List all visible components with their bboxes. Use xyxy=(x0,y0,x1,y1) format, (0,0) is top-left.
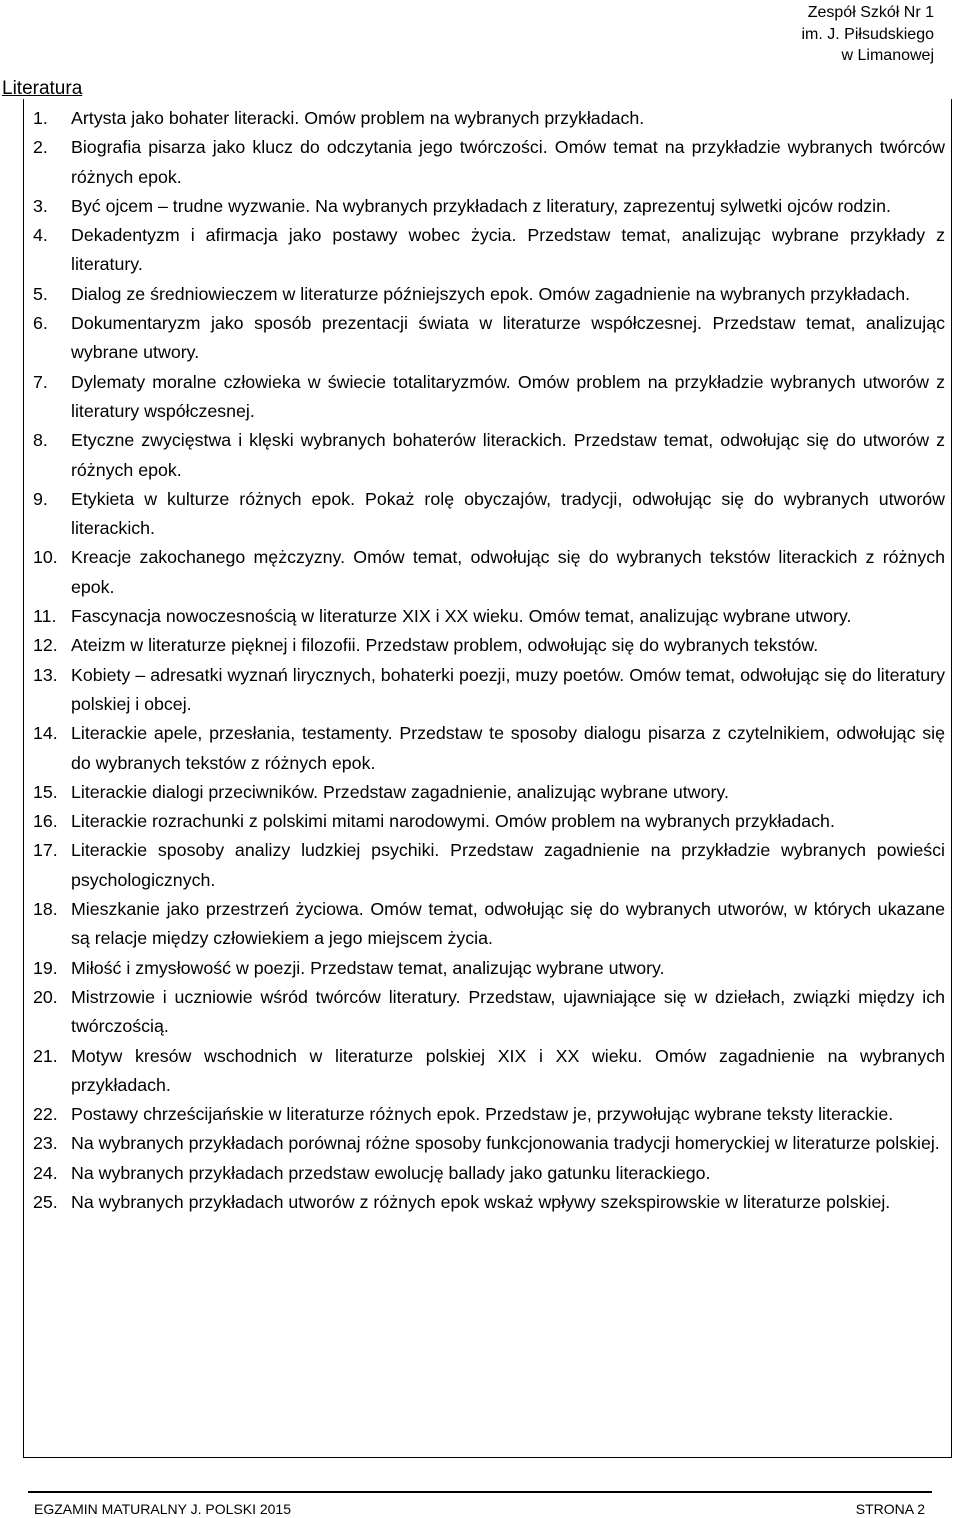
topic-item xyxy=(33,602,945,631)
topic-item xyxy=(33,631,945,660)
topic-item xyxy=(33,778,945,807)
topic-item xyxy=(33,1129,945,1158)
topic-item xyxy=(33,543,945,602)
topic-list xyxy=(33,104,945,1217)
topic-text: Literackie sposoby analizy ludzkiej psychiki. Przedstaw zagadnienie na przykładzie wybranych powieści psychologicznych. xyxy=(71,840,945,890)
topic-number: 17. xyxy=(33,840,58,861)
school-name-line: Zespół Szkół Nr 1 xyxy=(807,4,934,21)
topic-text: Artysta jako bohater literacki. Omów problem na wybranych przykładach. xyxy=(71,108,645,128)
topic-item xyxy=(33,1159,945,1188)
topic-text: Literackie rozrachunki z polskimi mitami narodowymi. Omów problem na wybranych przykładach. xyxy=(71,811,835,832)
topic-item xyxy=(33,895,945,954)
topic-number: 1. xyxy=(33,108,48,128)
topic-text: Na wybranych przykładach utworów z różnych epok wskaż wpływy szekspirowskie w literaturze polskiej. xyxy=(71,1191,891,1212)
topic-number: 5. xyxy=(33,283,48,304)
topic-number: 21. xyxy=(33,1045,58,1066)
topic-item xyxy=(33,426,945,485)
topic-number: 24. xyxy=(33,1162,58,1183)
topic-text: Literackie apele, przesłania, testamenty. Przedstaw te sposoby dialogu pisarza z czytelnikiem, odwołując się do wybranych tekstów z różnych epok. xyxy=(71,723,945,773)
topic-number: 4. xyxy=(33,225,48,246)
topic-number: 3. xyxy=(33,195,48,216)
topic-item xyxy=(33,104,945,133)
topic-text: Mistrzowie i uczniowie wśród twórców literatury. Przedstaw, ujawniające się w dziełach, związki między ich twórczością. xyxy=(71,986,945,1037)
topic-text: Dekadentyzm i afirmacja jako postawy wobec życia. Przedstaw temat, analizując wybrane przykłady z literatury. xyxy=(71,225,945,275)
topic-item xyxy=(33,485,945,544)
school-header xyxy=(802,2,935,67)
topic-item xyxy=(33,661,945,720)
topic-number: 8. xyxy=(33,430,48,451)
topic-item xyxy=(33,221,945,280)
topic-text: Postawy chrześcijańskie w literaturze różnych epok. Przedstaw je, przywołując wybrane teksty literackie. xyxy=(71,1104,894,1125)
footer-exam-title: EGZAMIN MATURALNY J. POLSKI 2015 xyxy=(34,1501,292,1517)
topic-number: 19. xyxy=(33,957,58,978)
topic-text: Literackie dialogi przeciwników. Przedstaw zagadnienie, analizując wybrane utwory. xyxy=(71,781,729,802)
topic-text: Kreacje zakochanego mężczyzny. Omów temat, odwołując się do wybranych tekstów literackich z różnych epok. xyxy=(71,547,945,597)
topic-text: Etyczne zwycięstwa i klęski wybranych bohaterów literackich. Przedstaw temat, odwołując się do utworów z różnych epok. xyxy=(71,430,945,480)
topic-number: 14. xyxy=(33,723,58,744)
topic-text: Fascynacja nowoczesnością w literaturze XIX i XX wieku. Omów temat, analizując wybrane utwory. xyxy=(71,606,852,627)
topic-text: Dokumentaryzm jako sposób prezentacji świata w literaturze współczesnej. Przedstaw temat, analizując wybrane utwory. xyxy=(71,313,945,363)
topic-number: 7. xyxy=(33,371,48,392)
topic-number: 2. xyxy=(33,137,48,158)
topic-number: 9. xyxy=(33,488,48,509)
topic-number: 23. xyxy=(33,1133,58,1154)
topic-number: 6. xyxy=(33,313,48,334)
topic-text: Kobiety – adresatki wyznań lirycznych, bohaterki poezji, muzy poetów. Omów temat, odwołując się do literatury polskiej i obcej. xyxy=(71,664,945,714)
topic-text: Mieszkanie jako przestrzeń życiowa. Omów temat, odwołując się do wybranych utworów, w których ukazane są relacje między człowiekiem a jego miejscem życia. xyxy=(71,899,945,949)
topic-item xyxy=(33,309,945,368)
topic-number: 13. xyxy=(33,664,58,685)
topic-number: 11. xyxy=(33,606,57,627)
topic-item xyxy=(33,1100,945,1129)
topic-item xyxy=(33,983,945,1042)
footer-divider xyxy=(28,1491,932,1493)
school-location-line: w Limanowej xyxy=(841,47,934,64)
topic-item xyxy=(33,836,945,895)
topic-text: Motyw kresów wschodnich w literaturze polskiej XIX i XX wieku. Omów zagadnienie na wybranych przykładach. xyxy=(71,1045,945,1095)
topic-item xyxy=(33,1188,945,1217)
section-title: Literatura xyxy=(2,78,83,99)
school-patron-line: im. J. Piłsudskiego xyxy=(801,25,934,43)
topic-number: 10. xyxy=(33,547,58,568)
footer-page-number: STRONA 2 xyxy=(855,1501,925,1517)
topic-number: 20. xyxy=(33,986,58,1007)
topic-text: Na wybranych przykładach przedstaw ewolucję ballady jako gatunku literackiego. xyxy=(71,1162,711,1183)
topic-text: Dialog ze średniowieczem w literaturze późniejszych epok. Omów zagadnienie na wybranych przykładach. xyxy=(71,283,911,304)
topic-item xyxy=(33,133,945,192)
topic-text: Dylematy moralne człowieka w świecie totalitaryzmów. Omów problem na przykładzie wybranych utworów z literatury współczesnej. xyxy=(71,371,945,421)
topic-text: Miłość i zmysłowość w poezji. Przedstaw temat, analizując wybrane utwory. xyxy=(71,957,665,978)
topic-text: Biografia pisarza jako klucz do odczytania jego twórczości. Omów temat na przykładzie wybranych twórców różnych epok. xyxy=(71,137,945,187)
topic-item xyxy=(33,1042,945,1101)
topic-item xyxy=(33,807,945,836)
topic-item xyxy=(33,719,945,778)
topic-item xyxy=(33,368,945,427)
topic-number: 22. xyxy=(33,1104,58,1125)
topic-number: 25. xyxy=(33,1191,58,1212)
topic-text: Ateizm w literaturze pięknej i filozofii. Przedstaw problem, odwołując się do wybranych tekstów. xyxy=(71,635,819,656)
topic-text: Być ojcem – trudne wyzwanie. Na wybranych przykładach z literatury, zaprezentuj sylwetki ojców rodzin. xyxy=(71,195,891,216)
topic-item xyxy=(33,954,945,983)
topic-text: Etykieta w kulturze różnych epok. Pokaż rolę obyczajów, tradycji, odwołując się do wybranych utworów literackich. xyxy=(71,488,945,539)
topic-item xyxy=(33,192,945,221)
topic-number: 15. xyxy=(33,781,58,802)
topic-number: 18. xyxy=(33,899,58,920)
topic-text: Na wybranych przykładach porównaj różne sposoby funkcjonowania tradycji homeryckiej w literaturze polskiej. xyxy=(71,1133,940,1154)
topic-item xyxy=(33,280,945,309)
topic-number: 16. xyxy=(33,811,58,832)
topic-number: 12. xyxy=(33,635,58,656)
